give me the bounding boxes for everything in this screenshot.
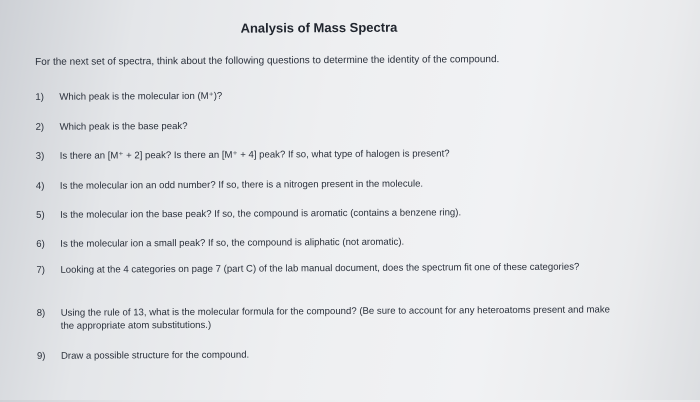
question-number: 4) <box>35 180 45 192</box>
page-title: Analysis of Mass Spectra <box>240 19 398 36</box>
question-number: 2) <box>35 121 45 133</box>
question-number: 9) <box>36 350 46 362</box>
question-number: 1) <box>35 91 44 103</box>
question-text: Is the molecular ion an odd number? If so, there is a nitrogen present in the molecule. <box>59 178 424 192</box>
question-number: 6) <box>36 238 45 250</box>
question-number: 3) <box>35 150 45 162</box>
question-text: Looking at the 4 categories on page 7 (part C) of the lab manual document, does the spectrum fit one of these categories? <box>60 261 580 276</box>
intro-text: For the next set of spectra, think about the following questions to determine the identity of the compound. <box>35 54 500 68</box>
question-number: 5) <box>36 209 45 221</box>
question-text: Draw a possible structure for the compound. <box>60 349 250 362</box>
question-text: Using the rule of 13, what is the molecular formula for the compound? (Be sure to account for any heteroatoms present and make the appropriate atom substitutions.) <box>60 304 610 332</box>
question-number: 7) <box>36 264 45 276</box>
question-text: Which peak is the base peak? <box>59 120 188 133</box>
question-number: 8) <box>36 307 46 319</box>
question-text: Is the molecular ion the base peak? If so, the compound is aromatic (contains a benzene ring). <box>60 207 462 221</box>
question-text: Is the molecular ion a small peak? If so, the compound is aliphatic (not aromatic). <box>60 236 405 250</box>
question-text: Is there an [M⁺ + 2] peak? Is there an [M⁺ + 4] peak? If so, what type of halogen is present? <box>59 148 450 162</box>
question-text: Which peak is the molecular ion (M⁺)? <box>59 90 223 103</box>
